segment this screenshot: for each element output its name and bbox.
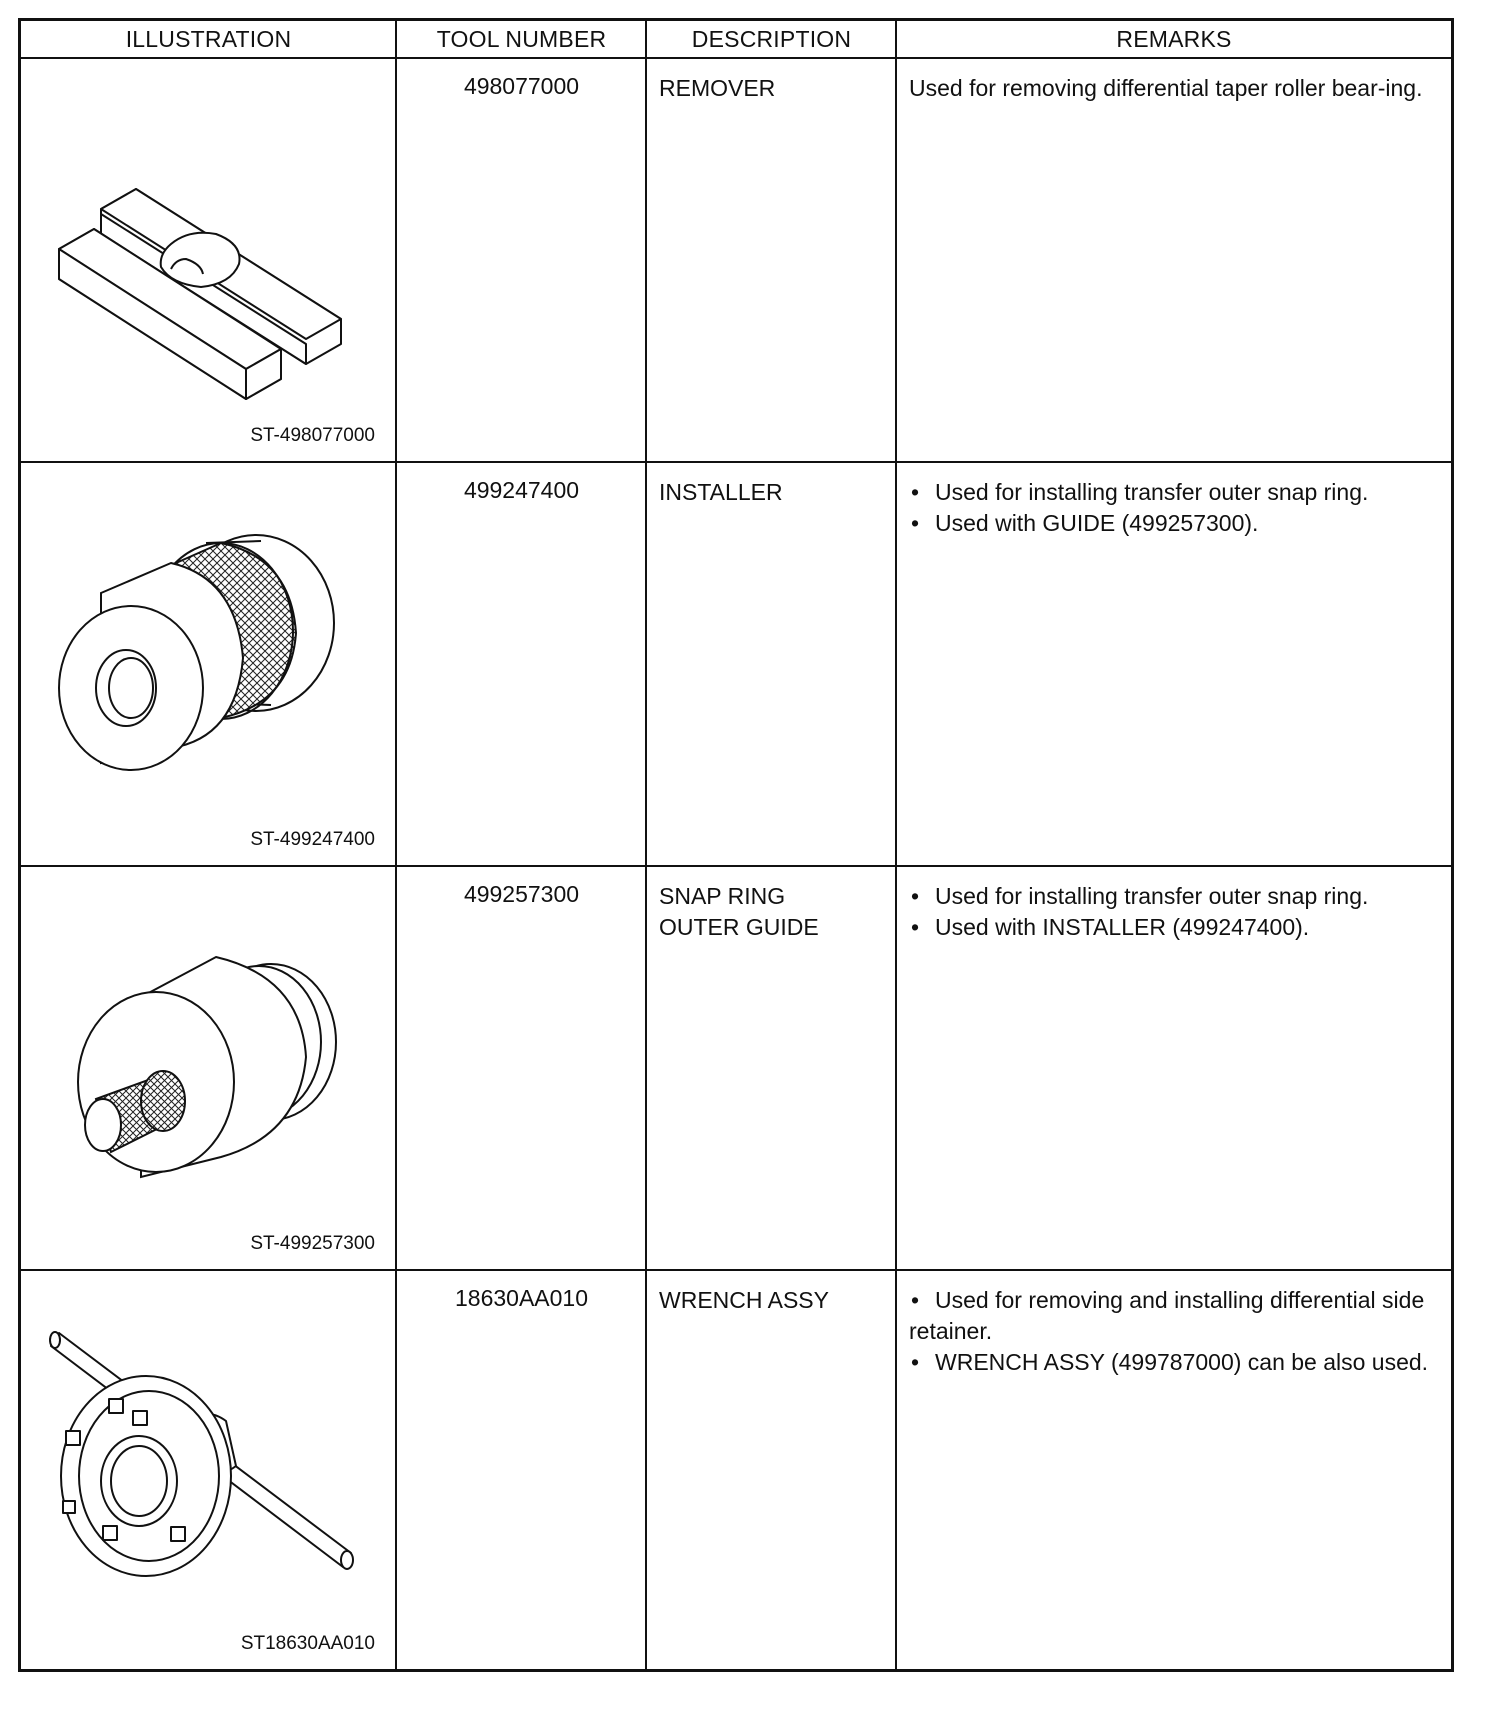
header-illustration: ILLUSTRATION: [125, 26, 292, 52]
table-header: [21, 21, 1451, 59]
header-description: DESCRIPTION: [691, 26, 852, 52]
remark-item: • Used for removing and installing differential side retainer.: [909, 1285, 1437, 1347]
snap-ring-guide-icon: [21, 867, 397, 1269]
remark-item: • Used with GUIDE (499257300).: [909, 508, 1437, 539]
tool-number: 498077000: [463, 73, 580, 99]
remark-item: • WRENCH ASSY (499787000) can be also used.: [909, 1347, 1437, 1378]
remark-item: • Used for installing transfer outer snap ring.: [909, 881, 1437, 912]
description-line: SNAP RING: [659, 883, 786, 909]
tool-number: 499247400: [463, 477, 580, 503]
tool-number: 499257300: [463, 881, 580, 907]
remarks: [897, 1271, 1451, 1669]
illustration-caption: ST-499247400: [250, 829, 375, 850]
illustration-caption: ST18630AA010: [240, 1633, 375, 1654]
table-row: [21, 867, 1451, 1271]
remarks: [897, 867, 1451, 1269]
header-remarks: REMARKS: [1116, 26, 1232, 52]
remarks: [897, 463, 1451, 865]
table-row: [21, 59, 1451, 463]
description-line: OUTER GUIDE: [659, 914, 819, 940]
description: INSTALLER: [659, 479, 783, 505]
installer-tool-icon: [21, 463, 397, 865]
table-row: [21, 1271, 1451, 1669]
header-tool-number: TOOL NUMBER: [436, 26, 607, 52]
description: [647, 867, 896, 1269]
illustration-caption: ST-498077000: [250, 425, 375, 446]
remarks: Used for removing differential taper roller bear-ing.: [909, 75, 1423, 101]
special-tools-table: [18, 18, 1454, 1672]
table-row: [21, 463, 1451, 867]
tool-number: 18630AA010: [454, 1285, 588, 1311]
remover-tool-icon: [21, 59, 397, 461]
wrench-assy-icon: [21, 1271, 397, 1669]
description: WRENCH ASSY: [659, 1287, 829, 1313]
remark-item: • Used with INSTALLER (499247400).: [909, 912, 1437, 943]
illustration-caption: ST-499257300: [250, 1233, 375, 1254]
description: REMOVER: [659, 75, 776, 101]
remark-item: • Used for installing transfer outer snap ring.: [909, 477, 1437, 508]
